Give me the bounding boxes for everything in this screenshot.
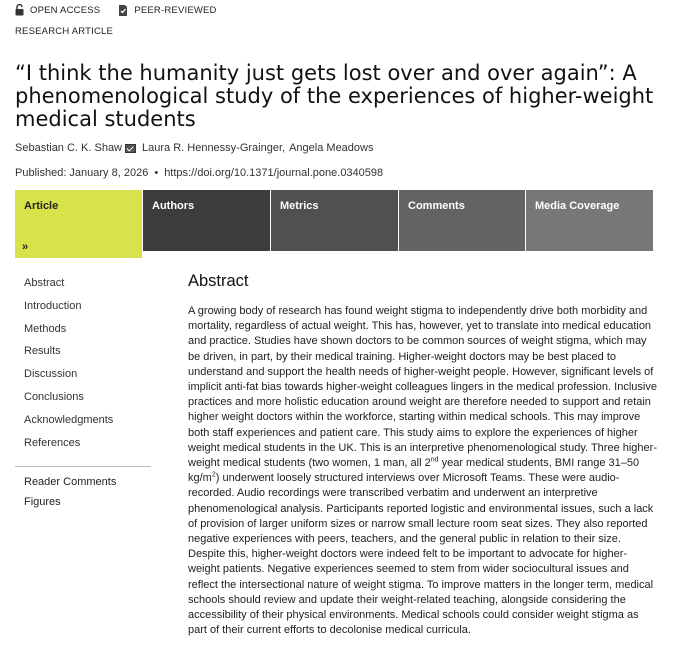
tab-label: Media Coverage — [535, 200, 620, 212]
publication-info — [15, 167, 383, 179]
nav-figures[interactable]: Figures — [24, 496, 61, 509]
superscript: nd — [430, 456, 439, 464]
peer-reviewed-label: PEER-REVIEWED — [134, 4, 217, 16]
nav-results[interactable]: Results — [24, 345, 61, 358]
author-link[interactable]: Sebastian C. K. Shaw — [15, 142, 123, 154]
superscript: 2 — [211, 471, 216, 479]
tab-comments[interactable] — [399, 190, 525, 251]
tab-article[interactable] — [15, 190, 142, 258]
tab-label: Article — [24, 200, 59, 212]
tab-media-coverage[interactable] — [526, 190, 653, 251]
article-title: “I think the humanity just gets lost over and over again”: A phenomenological study of the experiences of higher-weight medical students — [15, 61, 654, 131]
tab-authors[interactable] — [143, 190, 270, 251]
double-chevron-down-icon[interactable]: » — [22, 241, 29, 253]
doi-link[interactable]: https://doi.org/10.1371/journal.pone.0340598 — [164, 167, 384, 179]
pen-check-icon — [118, 4, 128, 17]
peer-reviewed-badge — [118, 4, 216, 17]
tab-metrics[interactable] — [271, 190, 398, 251]
nav-conclusions[interactable]: Conclusions — [24, 390, 84, 403]
abstract-text-part: A growing body of research has found weight stigma to independently drive both morbidity and mortality, regardless of actual weight. This has, however, yet to translate into medical education and practice. Studies have shown doctors to be common sources of weight stigma, which may be driven, in part, by their medical training. Higher-weight doctors may be best placed to understand and support the health needs of higher-weight people. However, significant levels of implicit anti-fat bias towards higher-weight colleagues lingers in the medical profession. Inclusive practices and more holistic education around weight are therefore needed to support and retain higher weight doctors within the workforce, starting within medical schools. This may improve both staff experiences and patient care. This study aims to explore the experiences of higher weight medical students in the UK. This is an interpretive phenomenological study. Three higher-weight medical students (two women, 1 man, all 2 — [188, 305, 657, 470]
open-access-label: OPEN ACCESS — [30, 4, 101, 16]
tab-label: Comments — [408, 200, 465, 212]
nav-introduction[interactable]: Introduction — [24, 299, 82, 312]
nav-references[interactable]: References — [24, 436, 81, 449]
open-access-badge — [15, 4, 100, 16]
nav-abstract[interactable]: Abstract — [24, 277, 65, 289]
abstract-text — [188, 304, 658, 638]
author-link[interactable]: Angela Meadows — [289, 142, 374, 154]
abstract-heading: Abstract — [188, 272, 249, 290]
abstract-text-part: ) underwent loosely structured interviews over Microsoft Teams. These were audio-recorded. Audio recordings were transcribed verbatim and underwent an interpretive phenomenological analysis. Participants reported logistic and environmental issues, such a lack of provision of larger uniform sizes or narrow small lecture room seat sizes. They also reported negative experiences with peers, teachers, and the general public in relation to their size. Despite this, higher-weight doctors were indeed felt to be important to advocate for higher-weight patients. Negative experiences seemed to stem from wider sociocultural issues and reflect the intersectional nature of weight stigma. To improve matters in the longer term, medical schools should review and update their weight-related teaching, alongside considering the accessibility of their physical environments. Medical schools could consider weight stigma as part of their current efforts to decolonise medical curricula. — [188, 472, 654, 637]
separator: • — [154, 167, 159, 179]
abstract-text-part: year medical students, BMI range 31–50 kg/m — [188, 457, 640, 485]
publication-date: Published: January 8, 2026 — [15, 167, 149, 179]
nav-acknowledgments[interactable]: Acknowledgments — [24, 413, 114, 426]
nav-reader-comments[interactable]: Reader Comments — [24, 476, 117, 489]
article-type: RESEARCH ARTICLE — [15, 26, 114, 37]
tab-label: Metrics — [280, 200, 319, 212]
section-nav — [15, 276, 151, 515]
nav-methods[interactable]: Methods — [24, 322, 67, 335]
nav-divider — [15, 466, 151, 467]
tab-label: Authors — [152, 200, 195, 212]
nav-discussion[interactable]: Discussion — [24, 368, 78, 381]
access-badges — [15, 3, 235, 17]
envelope-icon[interactable] — [125, 144, 136, 153]
open-lock-icon — [15, 4, 24, 16]
article-tabs — [15, 190, 653, 258]
author-list — [15, 142, 373, 154]
author-link[interactable]: Laura R. Hennessy-Grainger, — [142, 142, 286, 154]
